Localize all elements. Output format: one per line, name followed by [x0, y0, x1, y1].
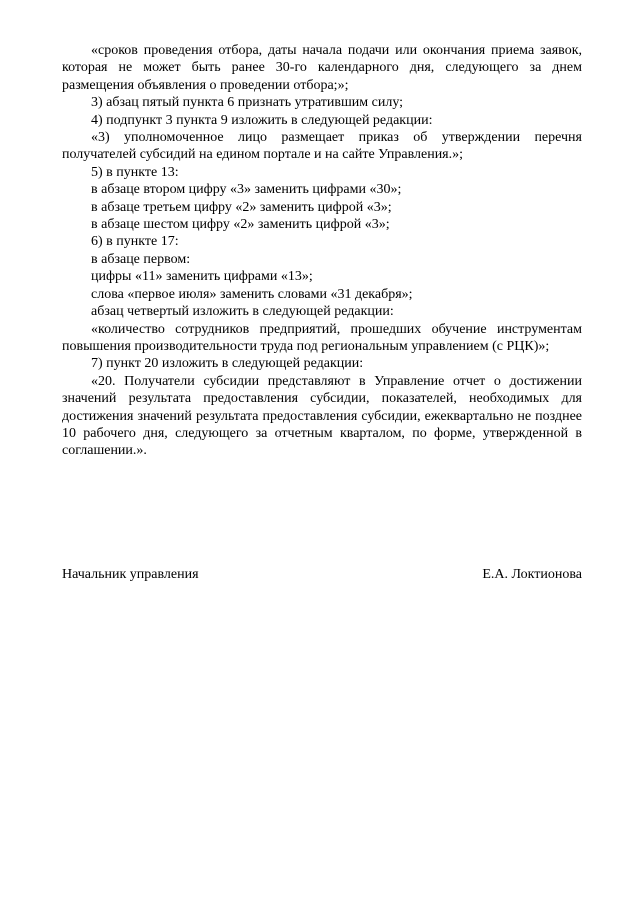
- paragraph-item-7: 7) пункт 20 изложить в следующей редакции:: [91, 356, 364, 372]
- signature-name: Е.А. Локтионова: [482, 567, 582, 582]
- signature-block: [62, 566, 582, 583]
- paragraph-subitem-3-wording: «3) уполномоченное лицо размещает приказ об утверждении перечня получателей субсидий на едином портале и на сайте Управления.»;: [62, 130, 582, 163]
- paragraph-item-6-line-2: цифры «11» заменить цифрами «13»;: [91, 269, 313, 285]
- paragraph-deadline-wording: «сроков проведения отбора, даты начала подачи или окончания приема заявок, которая не может быть ранее 30-го календарного дня, следующего за днем размещения объявления о проведении отбора;»;: [62, 43, 582, 93]
- paragraph-item-5: 5) в пункте 13:: [91, 164, 179, 180]
- paragraph-employees-wording: «количество сотрудников предприятий, прошедших обучение инструментам повышения производительности труда под региональным управлением (с РЦК)»;: [62, 321, 582, 354]
- document-body: [62, 42, 582, 460]
- paragraph-item-6-line-4: абзац четвертый изложить в следующей редакции:: [91, 304, 394, 320]
- paragraph-item-6-line-3: слова «первое июля» заменить словами «31 декабря»;: [91, 286, 413, 302]
- paragraph-item-5-line-3: в абзаце шестом цифру «2» заменить цифрой «3»;: [91, 217, 390, 233]
- paragraph-item-3: 3) абзац пятый пункта 6 признать утратившим силу;: [91, 95, 404, 111]
- paragraph-item-6-line-1: в абзаце первом:: [91, 251, 191, 267]
- paragraph-item-6: 6) в пункте 17:: [91, 234, 179, 250]
- paragraph-item-5-line-2: в абзаце третьем цифру «2» заменить цифрой «3»;: [91, 199, 392, 215]
- paragraph-item-5-line-1: в абзаце втором цифру «3» заменить цифрами «30»;: [91, 182, 402, 198]
- paragraph-item-20-wording: «20. Получатели субсидии представляют в Управление отчет о достижении значений результата предоставления субсидии, показателей, необходимых для достижения значений результата предоставления субсидии, ежеквартально не позднее 10 рабочего дня, следующего за отчетным кварталом, по форме, утвержденной в соглашении.».: [62, 373, 582, 459]
- paragraph-item-4: 4) подпункт 3 пункта 9 изложить в следующей редакции:: [91, 112, 433, 128]
- signature-position: Начальник управления: [62, 567, 199, 582]
